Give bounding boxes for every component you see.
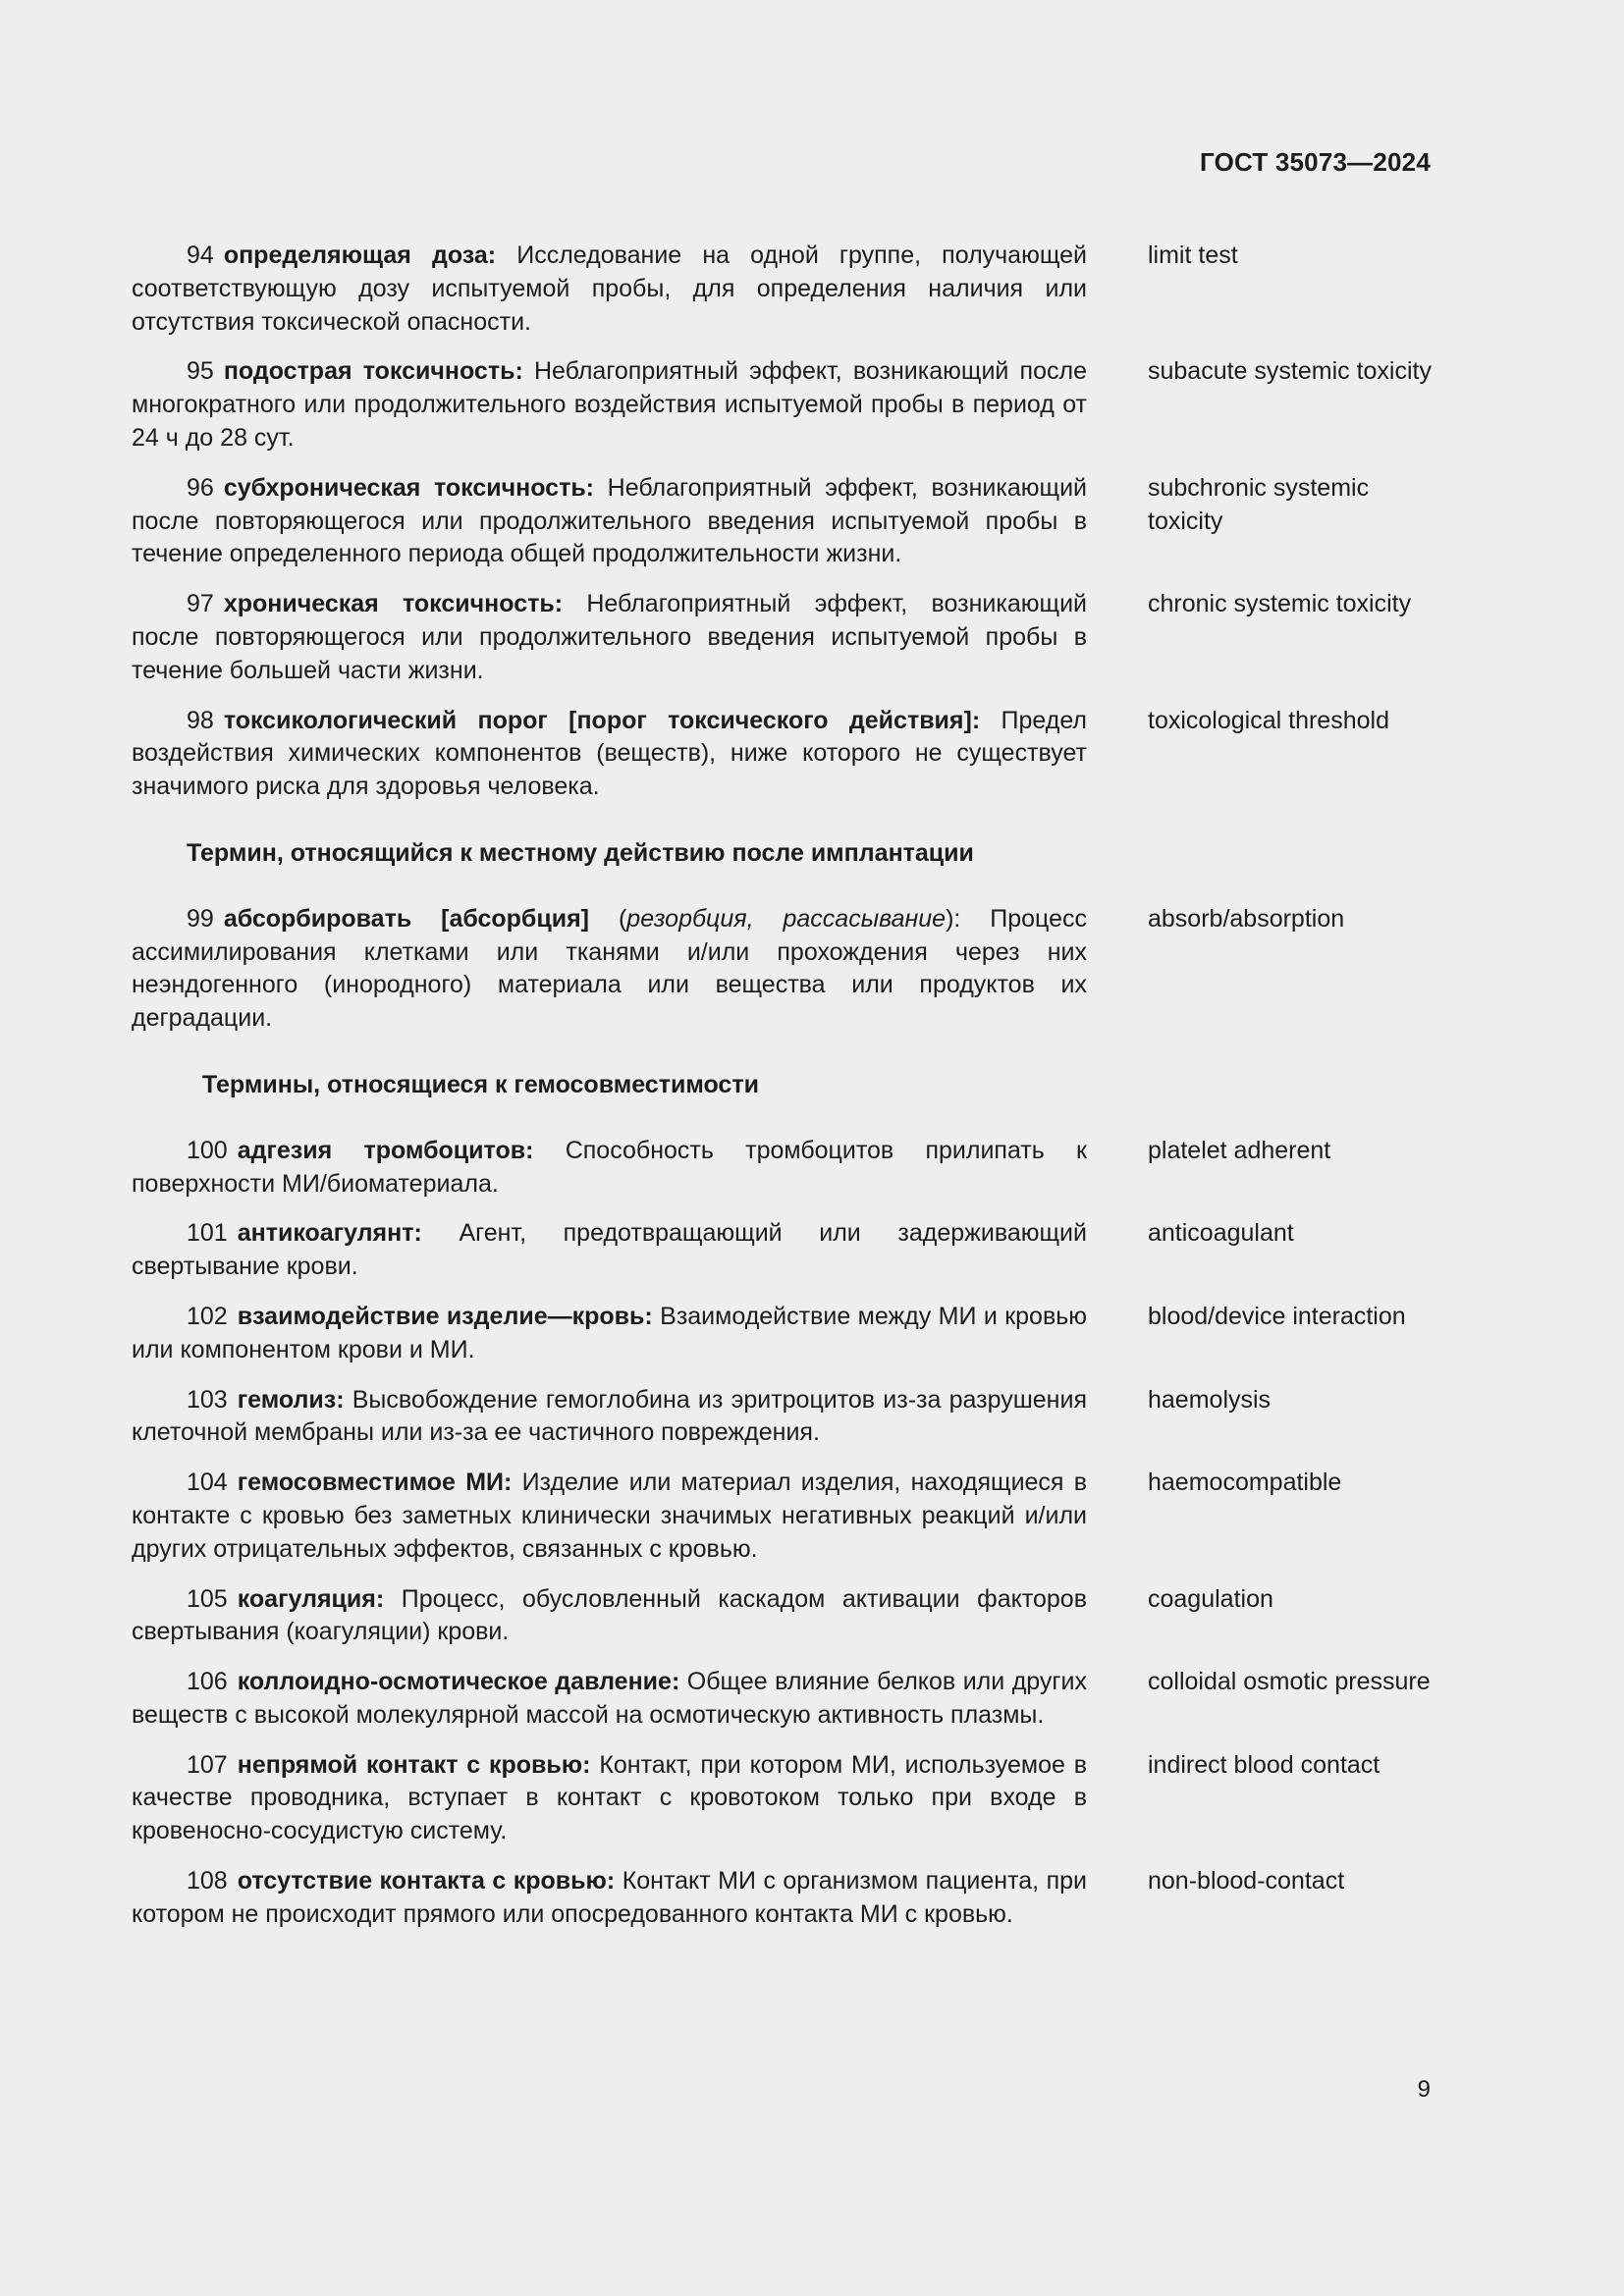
standard-designation: ГОСТ 35073—2024 <box>1200 147 1431 177</box>
term-number: 104 <box>187 1468 228 1497</box>
term-english: haemolysis <box>1148 1385 1272 1414</box>
term-name: коагуляция: <box>237 1584 385 1613</box>
term-definition: Контакт, при котором МИ, используемое в качестве проводника, вступает в контакт с кровотоком только при входе в кровеносно-сосудистую систему. <box>132 1750 1088 1845</box>
term-entry <box>132 1135 1437 1201</box>
term-number: 107 <box>187 1750 228 1779</box>
term-definition-block <box>132 1301 1087 1367</box>
term-english: platelet adherent <box>1148 1136 1331 1164</box>
term-definition: Взаимодействие между МИ и кровью или компонентом крови и МИ. <box>132 1302 1088 1363</box>
term-name: адгезия тромбоцитов: <box>237 1136 534 1164</box>
term-number: 101 <box>187 1219 228 1248</box>
term-number: 100 <box>187 1136 228 1164</box>
term-entry <box>132 1217 1437 1284</box>
term-english: indirect blood contact <box>1148 1750 1380 1779</box>
term-number: 97 <box>187 590 214 618</box>
term-definition-block <box>132 355 1087 454</box>
term-entry <box>132 588 1437 687</box>
term-definition: Агент, предотвращающий или задерживающий свертывание крови. <box>132 1219 1087 1281</box>
term-definition: Неблагоприятный эффект, возникающий после многократного или продолжительного воздействия испытуемой пробы в период от 24 ч до 28 сут. <box>132 357 1087 452</box>
term-english: limit test <box>1148 241 1238 269</box>
term-entry <box>132 705 1437 804</box>
term-definition-block: 99 абсорбировать [абсорбция] (резорбция, рассасывание): Процесс ассимилирования клетками или тканями и/или прохождения через них неэндогенного (инородного) материала или вещества или продуктов их деградации. <box>132 904 1087 1033</box>
term-english: absorb/absorption <box>1148 904 1345 933</box>
term-number: 103 <box>187 1385 228 1414</box>
term-english: anticoagulant <box>1148 1219 1294 1248</box>
term-name: гемолиз: <box>237 1385 345 1414</box>
term-name: хроническая токсичность: <box>223 590 564 618</box>
term-name: отсутствие контакта с кровью: <box>237 1867 616 1896</box>
term-definition-block <box>132 1583 1087 1650</box>
term-definition: Исследование на одной группе, получающей соответствующую дозу испытуемой пробы, для определения наличия или отсутствия токсической опасности. <box>132 241 1087 336</box>
term-name: антикоагулянт: <box>237 1219 422 1248</box>
term-entry <box>132 355 1437 454</box>
term-name: токсикологический порог [порог токсического действия]: <box>223 706 981 734</box>
term-entry <box>132 240 1437 339</box>
term-definition: Способность тромбоцитов прилипать к поверхности МИ/биоматериала. <box>132 1136 1087 1198</box>
term-entry <box>132 1583 1437 1650</box>
term-entry <box>132 1749 1437 1848</box>
term-definition: Неблагоприятный эффект, возникающий после повторяющегося или продолжительного введения испытуемой пробы в течение определенного периода общей продолжительности жизни. <box>132 473 1087 568</box>
term-number: 102 <box>187 1302 228 1330</box>
term-definition-block <box>132 1384 1087 1451</box>
term-english: subacute systemic toxicity <box>1148 357 1432 386</box>
section-heading: Термины, относящиеся к гемосовместимости <box>202 1070 759 1098</box>
term-definition-block <box>132 1865 1087 1932</box>
term-name: коллоидно-осмотическое давление: <box>237 1668 680 1696</box>
term-definition-block <box>132 1467 1087 1566</box>
term-definition-block <box>132 240 1087 339</box>
term-definition: Изделие или материал изделия, находящиеся в контакте с кровью без заметных клинически значимых негативных реакций и/или других отрицательных эффектов, связанных с кровью. <box>132 1468 1087 1563</box>
term-entry <box>132 1467 1437 1566</box>
term-name: абсорбировать [абсорбция] <box>223 904 590 933</box>
term-english: non-blood-contact <box>1148 1867 1345 1896</box>
term-entry <box>132 472 1437 571</box>
term-definition-block <box>132 1135 1087 1201</box>
term-number: 98 <box>187 706 214 734</box>
term-definition: Неблагоприятный эффект, возникающий после повторяющегося или продолжительного введения испытуемой пробы в течение большей части жизни. <box>132 590 1087 684</box>
term-definition-block <box>132 1666 1087 1733</box>
term-number: 95 <box>187 357 214 386</box>
term-english: chronic systemic toxicity <box>1148 590 1412 618</box>
term-number: 99 <box>187 904 214 933</box>
term-name: субхроническая токсичность: <box>223 473 595 502</box>
term-definition-block <box>132 472 1087 571</box>
term-english: coagulation <box>1148 1584 1273 1613</box>
term-synonym: резорбция, рассасывание <box>626 904 947 933</box>
page-number: 9 <box>1417 2076 1431 2103</box>
term-definition-block <box>132 705 1087 804</box>
term-name: гемосовместимое МИ: <box>237 1468 513 1497</box>
term-definition: Процесс, обусловленный каскадом активации факторов свертывания (коагуляции) крови. <box>132 1584 1087 1646</box>
term-definition: Контакт МИ с организмом пациента, при котором не происходит прямого или опосредованного контакта МИ с кровью. <box>132 1867 1087 1928</box>
term-name: определяющая доза: <box>223 241 497 269</box>
term-definition: Предел воздействия химических компонентов (веществ), ниже которого не существует значимого риска для здоровья человека. <box>132 706 1087 801</box>
term-group <box>132 240 1437 804</box>
section-heading: Термин, относящийся к местному действию после имплантации <box>187 838 974 867</box>
term-group <box>132 1069 1437 1932</box>
term-name: взаимодействие изделие—кровь: <box>237 1302 653 1330</box>
term-definition: Высвобождение гемоглобина из эритроцитов из-за разрушения клеточной мембраны или из-за ее частичного повреждения. <box>132 1385 1087 1447</box>
term-entry <box>132 1301 1437 1367</box>
term-name: подострая токсичность: <box>223 357 523 386</box>
term-english: subchronic systemic toxicity <box>1148 473 1370 535</box>
term-definition: Процесс ассимилирования клетками или тканями и/или прохождения через них неэндогенного (инородного) материала или вещества или продуктов их деградации. <box>132 904 1087 1033</box>
term-entry <box>132 903 1437 1036</box>
term-entry <box>132 1666 1437 1733</box>
term-number: 105 <box>187 1584 228 1613</box>
term-english: toxicological threshold <box>1148 706 1389 734</box>
term-definition: Общее влияние белков или других веществ с высокой молекулярной массой на осмотическую активность плазмы. <box>132 1668 1088 1729</box>
term-entry <box>132 1384 1437 1451</box>
term-number: 106 <box>187 1668 228 1696</box>
term-definition-block <box>132 1749 1087 1848</box>
term-english: haemocompatible <box>1148 1468 1342 1497</box>
term-english: colloidal osmotic pressure <box>1148 1668 1431 1696</box>
term-number: 108 <box>187 1867 228 1896</box>
term-number: 94 <box>187 241 214 269</box>
term-entry <box>132 1865 1437 1932</box>
term-name: непрямой контакт с кровью: <box>237 1750 591 1779</box>
terms-content <box>132 240 1437 1949</box>
term-english: blood/device interaction <box>1148 1302 1406 1330</box>
term-definition-block <box>132 1217 1087 1284</box>
term-definition-block <box>132 588 1087 687</box>
term-number: 96 <box>187 473 214 502</box>
term-group <box>132 837 1437 1036</box>
